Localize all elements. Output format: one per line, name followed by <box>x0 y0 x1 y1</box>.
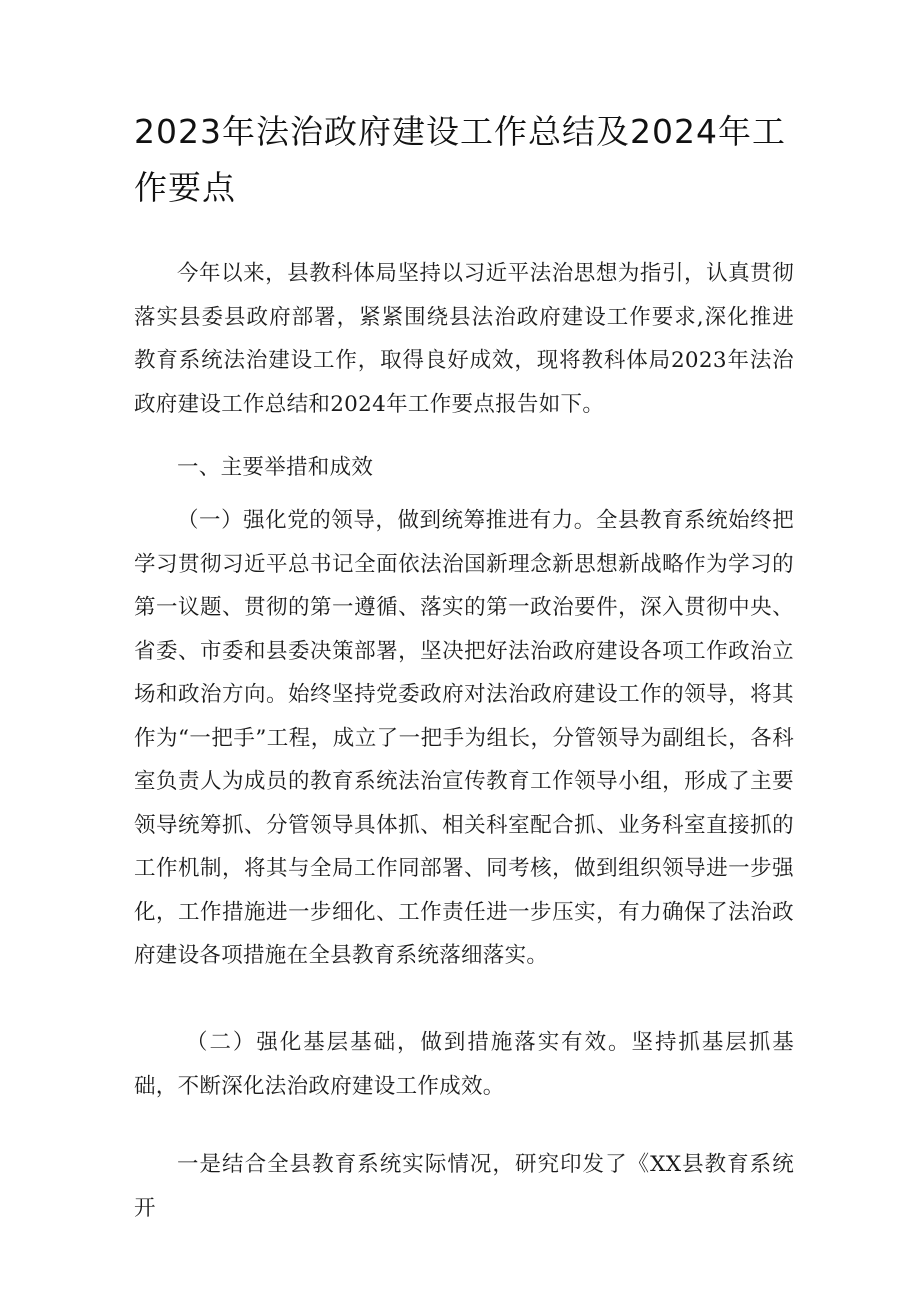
item-one-paragraph: （一）强化党的领导，做到统筹推进有力。全县教育系统始终把学习贯彻习近平总书记全面依法治国新理念新思想新战略作为学习的第一议题、贯彻的第一遵循、落实的第一政治要件，深入贯彻中央、省委、市委和县委决策部署，坚决把好法治政府建设各项工作政治立场和政治方向。始终坚持党委政府对法治政府建设工作的领导，将其作为“一把手”工程，成立了一把手为组长，分管领导为副组长，各科室负责人为成员的教育系统法治宣传教育工作领导小组，形成了主要领导统筹抓、分管领导具体抓、相关科室配合抓、业务科室直接抓的工作机制，将其与全局工作同部署、同考核，做到组织领导进一步强化，工作措施进一步细化、工作责任进一步压实，有力确保了法治政府建设各项措施在全县教育系统落细落实。 <box>134 508 794 968</box>
section-heading: 一、主要举措和成效 <box>177 455 374 480</box>
point-one-paragraph: 一是结合全县教育系统实际情况，研究印发了《XX县教育系统开 <box>134 1152 794 1221</box>
intro-paragraph: 今年以来，县教科体局坚持以习近平法治思想为指引，认真贯彻落实县委县政府部署，紧紧围绕县法治政府建设工作要求,深化推进教育系统法治建设工作，取得良好成效，现将教科体局2023年法治政府建设工作总结和2024年工作要点报告如下。 <box>134 261 794 417</box>
item-two-paragraph: （二）强化基层基础，做到措施落实有效。坚持抓基层抓基础，不断深化法治政府建设工作成效。 <box>134 1030 794 1099</box>
document-title: 2023年法治政府建设工作总结及2024年工作要点 <box>134 112 786 207</box>
